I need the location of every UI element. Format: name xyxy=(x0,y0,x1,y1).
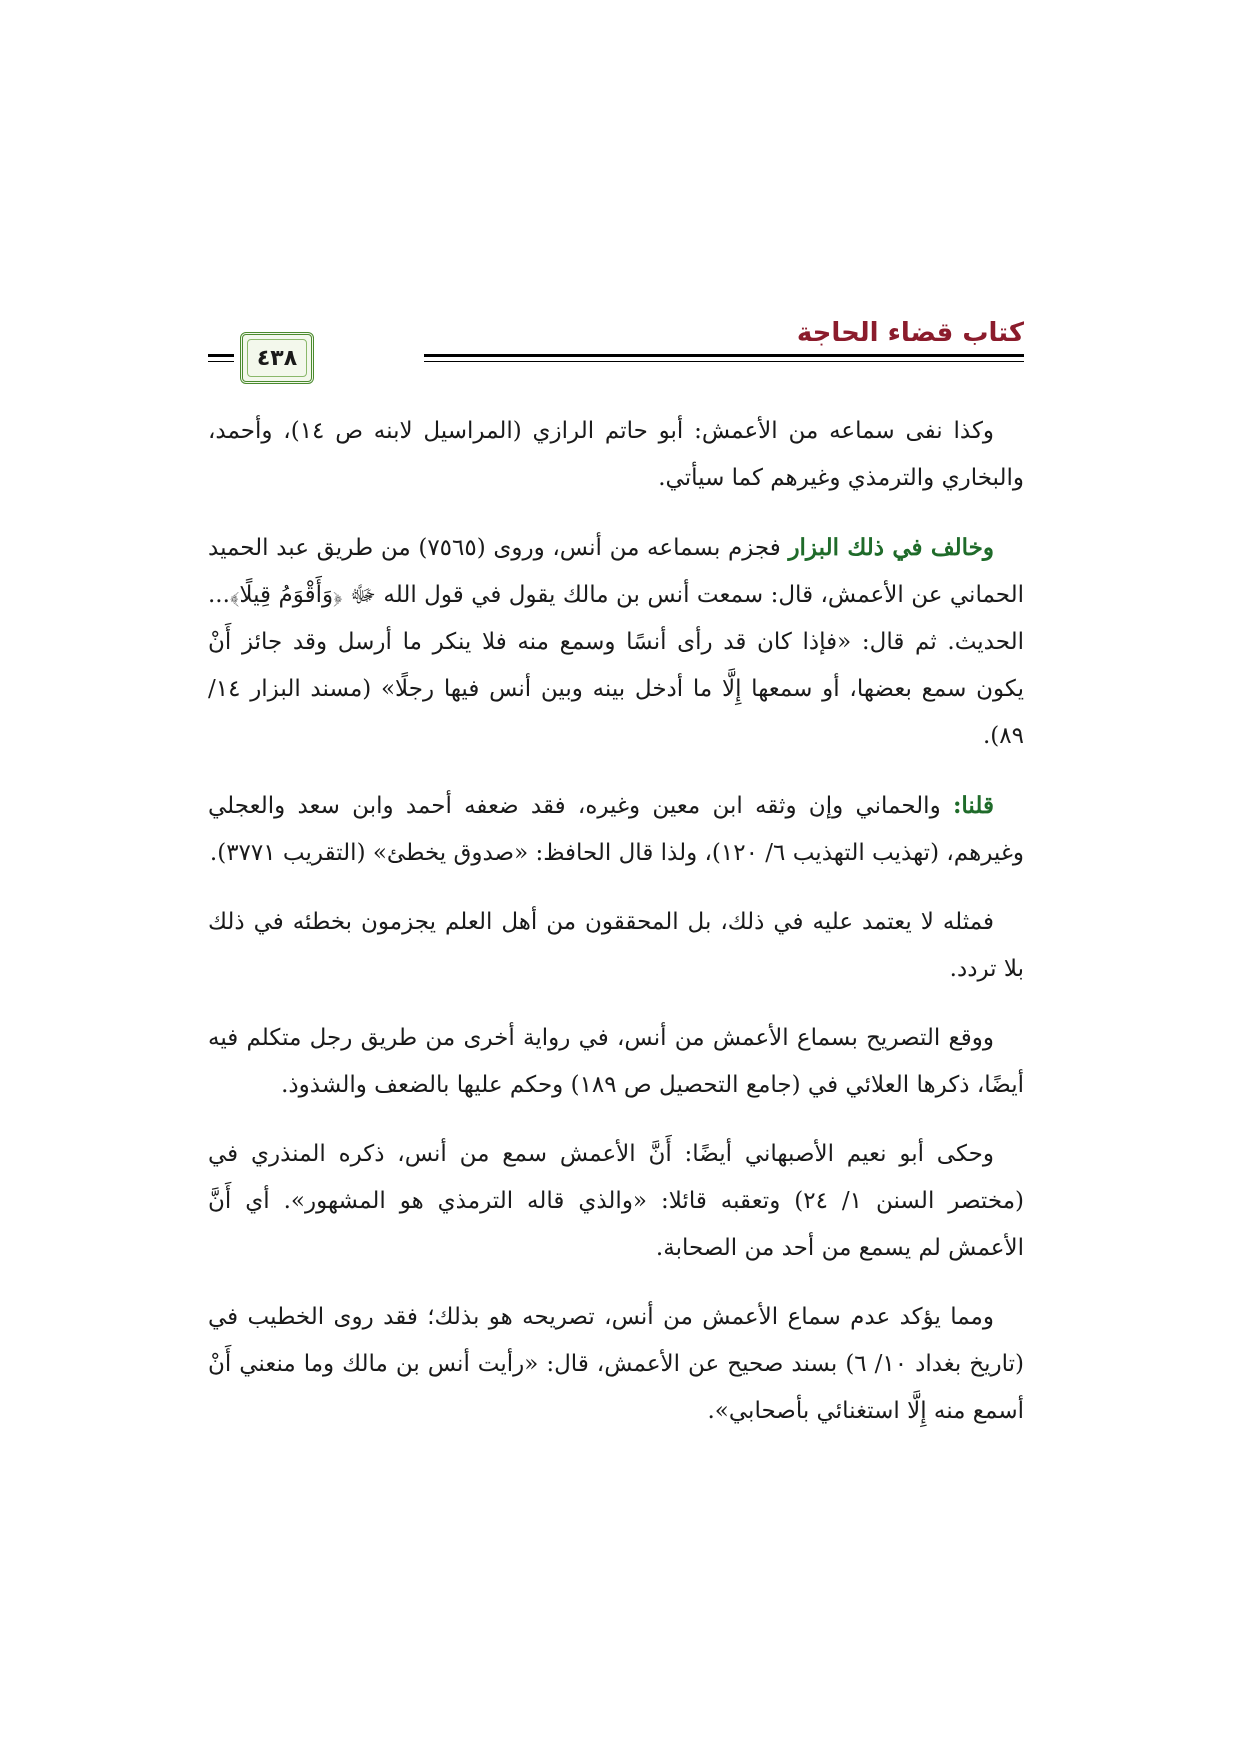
paragraph-text: والحماني وإن وثقه ابن معين وغيره، فقد ضعفه أحمد وابن سعد والعجلي وغيرهم، (تهذيب التهذيب ٦/ ١٢٠)، ولذا قال الحافظ: «صدوق يخطئ» (التقريب ٣٧٧١). xyxy=(208,793,1024,866)
paragraph-text: فمثله لا يعتمد عليه في ذلك، بل المحققون من أهل العلم يجزمون بخطئه في ذلك بلا تردد. xyxy=(208,909,1024,982)
page-body xyxy=(208,408,1024,1457)
page-header xyxy=(208,316,1024,388)
paragraph-text: وحكى أبو نعيم الأصبهاني أيضًا: أَنَّ الأعمش سمع من أنس، ذكره المنذري في (مختصر السنن ١/ ٢٤) وتعقبه قائلا: «والذي قاله الترمذي هو المشهور». أي أَنَّ الأعمش لم يسمع من أحد من الصحابة. xyxy=(208,1141,1025,1261)
book-title: كتاب قضاء الحاجة xyxy=(796,318,1024,348)
header-rule-left-thin xyxy=(208,361,234,362)
paragraph-7 xyxy=(208,1294,1024,1435)
paragraph-1 xyxy=(208,408,1024,502)
page-number-badge xyxy=(240,332,314,384)
paragraph-lead: قلنا: xyxy=(952,792,994,819)
paragraph-5 xyxy=(208,1015,1024,1109)
paragraph-3 xyxy=(208,782,1024,877)
paragraph-4 xyxy=(208,899,1024,993)
header-rule-thin xyxy=(424,361,1024,362)
paragraph-text: فجزم بسماعه من أنس، وروى (٧٥٦٥) من طريق عبد الحميد الحماني عن الأعمش، قال: سمعت أنس بن مالك يقول في قول الله ﷻ ﴿وَأَقْوَمُ قِيلًا﴾... الحديث. ثم قال: «فإذا كان قد رأى أنسًا وسمع منه فلا ينكر ما أرسل وقد جائز أَنْ يكون سمع بعضها، أو سمعها إِلَّا ما أدخل بينه وبين أنس فيها رجلًا» (مسند البزار ١٤/ ٨٩). xyxy=(208,535,1024,749)
header-rule-thick xyxy=(424,354,1024,357)
page-number: ٤٣٨ xyxy=(256,345,298,371)
paragraph-text: ووقع التصريح بسماع الأعمش من أنس، في رواية أخرى من طريق رجل متكلم فيه أيضًا، ذكرها العلائي في (جامع التحصيل ص ١٨٩) وحكم عليها بالضعف والشذوذ. xyxy=(208,1025,1024,1098)
paragraph-2 xyxy=(208,524,1024,760)
paragraph-6 xyxy=(208,1131,1024,1272)
paragraph-lead: وخالف في ذلك البزار xyxy=(788,534,994,561)
paragraph-text: ومما يؤكد عدم سماع الأعمش من أنس، تصريحه هو بذلك؛ فقد روى الخطيب في (تاريخ بغداد ١٠/ ٦) بسند صحيح عن الأعمش، قال: «رأيت أنس بن مالك وما منعني أَنْ أسمع منه إِلَّا استغنائي بأصحابي». xyxy=(208,1304,1025,1424)
paragraph-text: وكذا نفى سماعه من الأعمش: أبو حاتم الرازي (المراسيل لابنه ص ١٤)، وأحمد، والبخاري والترمذي وغيرهم كما سيأتي. xyxy=(208,418,1024,491)
header-rule-left-thick xyxy=(208,354,234,357)
